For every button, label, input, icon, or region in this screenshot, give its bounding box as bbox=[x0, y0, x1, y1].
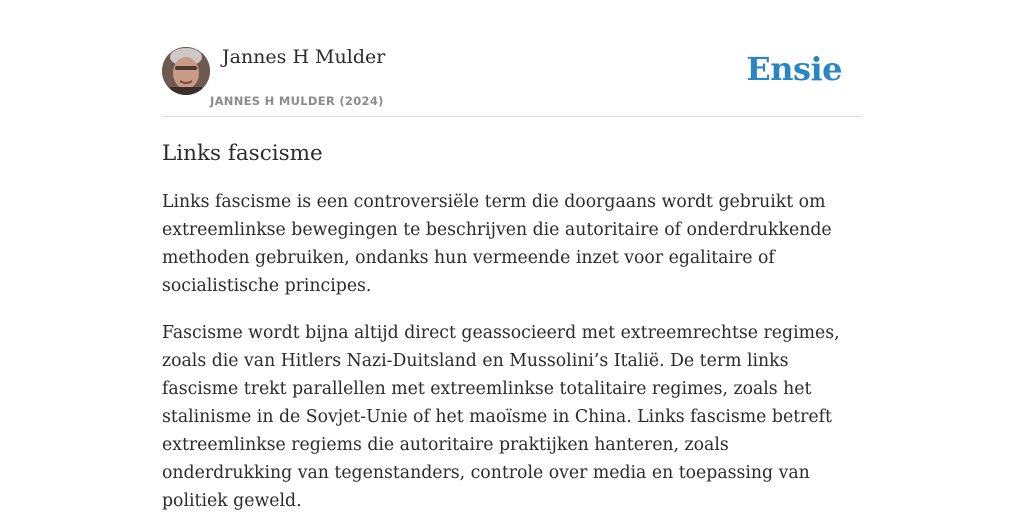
article bbox=[162, 136, 862, 512]
avatar-portrait-icon bbox=[162, 47, 210, 95]
article-paragraph: Fascisme wordt bijna altijd direct geassocieerd met extreemrechtse regimes, zoals die van Hitlers Nazi-Duitsland en Mussolini’s Italië. De term links fascisme trekt parallellen met extreemlinkse totalitaire regimes, zoals het stalinisme in de Sovjet-Unie of het maoïsme in China. Links fascisme betreft extreemlinkse regiems die autoritaire praktijken hanteren, zoals onderdrukking van tegenstanders, controle over media en toepassing van politiek geweld. bbox=[162, 323, 840, 511]
byline: JANNES H MULDER (2024) bbox=[210, 94, 384, 108]
ensie-logo[interactable]: Ensie bbox=[746, 50, 842, 88]
header bbox=[162, 44, 862, 117]
article-title: Links fascisme bbox=[162, 141, 323, 166]
author-name[interactable]: Jannes H Mulder bbox=[222, 46, 386, 68]
avatar[interactable] bbox=[162, 47, 210, 95]
article-paragraph: Links fascisme is een controversiële term die doorgaans wordt gebruikt om extreemlinkse bewegingen te beschrijven die autoritaire of onderdrukkende methoden gebruiken, ondanks hun vermeende inzet voor egalitaire of socialistische principes. bbox=[162, 192, 832, 296]
